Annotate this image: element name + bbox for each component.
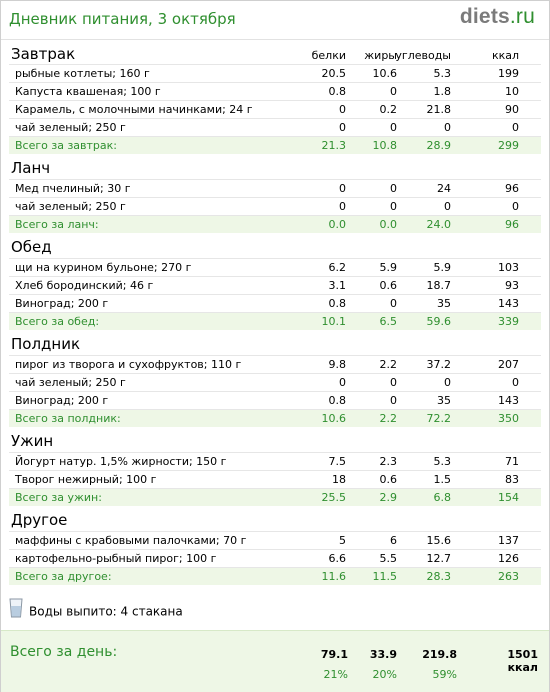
section-total-protein: 10.1 <box>321 315 346 328</box>
food-name: Творог нежирный; 100 г <box>15 473 157 486</box>
section-total-kcal: 96 <box>505 218 519 231</box>
food-kcal: 90 <box>505 103 519 116</box>
food-carbs: 35 <box>437 297 451 310</box>
food-name: Йогурт натур. 1,5% жирности; 150 г <box>15 455 227 468</box>
food-kcal: 126 <box>498 552 519 565</box>
section-total-protein: 10.6 <box>321 412 346 425</box>
food-carbs: 24 <box>437 182 451 195</box>
food-fat: 0 <box>390 297 397 310</box>
food-carbs: 1.5 <box>433 473 451 486</box>
section-total-row <box>9 312 541 330</box>
food-fat: 0 <box>390 121 397 134</box>
section-total-row <box>9 215 541 233</box>
food-fat: 0.6 <box>379 279 397 292</box>
food-carbs: 12.7 <box>426 552 451 565</box>
food-carbs: 0 <box>444 376 451 389</box>
section-total-fat: 0.0 <box>379 218 397 231</box>
meal-section <box>9 237 541 330</box>
section-title: Другое <box>11 511 68 529</box>
food-kcal: 83 <box>505 473 519 486</box>
day-total-label: Всего за день: <box>10 644 118 660</box>
food-row[interactable] <box>9 294 541 312</box>
food-row[interactable] <box>9 118 541 136</box>
food-fat: 2.2 <box>379 358 397 371</box>
food-name: Виноград; 200 г <box>15 297 109 310</box>
food-kcal: 71 <box>505 455 519 468</box>
header <box>1 1 549 40</box>
column-header <box>9 44 541 64</box>
food-protein: 0 <box>339 103 346 116</box>
food-kcal: 93 <box>505 279 519 292</box>
food-name: рыбные котлеты; 160 г <box>15 67 150 80</box>
diary-table <box>9 44 541 585</box>
section-total-label: Всего за обед: <box>15 315 100 328</box>
section-total-fat: 11.5 <box>372 570 397 583</box>
section-total-protein: 21.3 <box>321 139 346 152</box>
food-row[interactable] <box>9 452 541 470</box>
section-total-row <box>9 136 541 154</box>
food-carbs: 35 <box>437 394 451 407</box>
food-protein: 0 <box>339 121 346 134</box>
day-total-protein: 79.1 <box>320 648 348 661</box>
food-kcal: 103 <box>498 261 519 274</box>
food-name: Виноград; 200 г <box>15 394 109 407</box>
food-protein: 0 <box>339 376 346 389</box>
section-total-fat: 6.5 <box>379 315 397 328</box>
meal-section <box>9 431 541 506</box>
brand-tld: .ru <box>509 5 535 28</box>
food-protein: 0.8 <box>328 394 346 407</box>
food-name: чай зеленый; 250 г <box>15 200 126 213</box>
section-title: Полдник <box>11 335 81 353</box>
section-total-carbs: 6.8 <box>433 491 451 504</box>
day-total <box>1 630 549 692</box>
food-name: Мед пчелиный; 30 г <box>15 182 131 195</box>
food-fat: 0.6 <box>379 473 397 486</box>
food-name: чай зеленый; 250 г <box>15 376 126 389</box>
food-fat: 0 <box>390 200 397 213</box>
food-carbs: 21.8 <box>426 103 451 116</box>
food-fat: 0 <box>390 394 397 407</box>
food-protein: 0.8 <box>328 85 346 98</box>
section-total-kcal: 263 <box>498 570 519 583</box>
food-name: Карамель, с молочными начинками; 24 г <box>15 103 253 116</box>
food-row[interactable] <box>9 197 541 215</box>
day-total-kcal: 1501 ккал <box>507 648 538 674</box>
food-protein: 18 <box>332 473 346 486</box>
food-kcal: 0 <box>512 376 519 389</box>
food-row[interactable] <box>9 391 541 409</box>
section-total-fat: 2.9 <box>379 491 397 504</box>
section-total-label: Всего за полдник: <box>15 412 121 425</box>
section-total-carbs: 28.9 <box>426 139 451 152</box>
water-summary <box>9 598 183 622</box>
food-row[interactable] <box>9 82 541 100</box>
food-fat: 0 <box>390 376 397 389</box>
column-header-carbs: углеводы <box>395 49 451 62</box>
meal-section <box>9 334 541 427</box>
food-protein: 7.5 <box>328 455 346 468</box>
food-protein: 9.8 <box>328 358 346 371</box>
section-total-protein: 11.6 <box>321 570 346 583</box>
section-total-protein: 25.5 <box>321 491 346 504</box>
food-fat: 6 <box>390 534 397 547</box>
food-name: щи на курином бульоне; 270 г <box>15 261 192 274</box>
section-total-carbs: 59.6 <box>426 315 451 328</box>
food-kcal: 143 <box>498 297 519 310</box>
day-total-carbs-pct: 59% <box>432 668 457 681</box>
food-fat: 5.5 <box>379 552 397 565</box>
food-protein: 5 <box>339 534 346 547</box>
food-carbs: 5.3 <box>433 455 451 468</box>
food-row[interactable] <box>9 276 541 294</box>
food-row[interactable] <box>9 355 541 373</box>
food-protein: 3.1 <box>328 279 346 292</box>
section-total-carbs: 72.2 <box>426 412 451 425</box>
food-kcal: 0 <box>512 121 519 134</box>
meal-section <box>9 510 541 585</box>
food-fat: 0 <box>390 182 397 195</box>
section-title: Ланч <box>11 159 51 177</box>
food-protein: 6.6 <box>328 552 346 565</box>
food-row[interactable] <box>9 373 541 391</box>
food-protein: 0.8 <box>328 297 346 310</box>
food-kcal: 0 <box>512 200 519 213</box>
food-name: Капуста квашеная; 100 г <box>15 85 161 98</box>
food-row[interactable] <box>9 258 541 276</box>
food-carbs: 0 <box>444 121 451 134</box>
brand-main: diets <box>459 5 510 28</box>
section-total-fat: 10.8 <box>372 139 397 152</box>
food-name: чай зеленый; 250 г <box>15 121 126 134</box>
column-header-protein: белки <box>311 49 346 62</box>
food-fat: 0.2 <box>379 103 397 116</box>
food-row[interactable] <box>9 549 541 567</box>
food-carbs: 5.3 <box>433 67 451 80</box>
food-kcal: 207 <box>498 358 519 371</box>
food-row[interactable] <box>9 470 541 488</box>
section-title: Завтрак <box>11 45 76 63</box>
column-header-fat: жиры <box>364 49 397 62</box>
section-total-kcal: 154 <box>498 491 519 504</box>
glass-icon <box>9 598 23 626</box>
food-carbs: 0 <box>444 200 451 213</box>
food-carbs: 1.8 <box>433 85 451 98</box>
food-row[interactable] <box>9 64 541 82</box>
food-kcal: 143 <box>498 394 519 407</box>
day-total-protein-pct: 21% <box>323 668 348 681</box>
section-total-kcal: 350 <box>498 412 519 425</box>
food-fat: 0 <box>390 85 397 98</box>
food-name: пирог из творога и сухофруктов; 110 г <box>15 358 242 371</box>
food-carbs: 18.7 <box>426 279 451 292</box>
food-name: картофельно-рыбный пирог; 100 г <box>15 552 217 565</box>
section-total-row <box>9 567 541 585</box>
section-total-label: Всего за другое: <box>15 570 112 583</box>
food-kcal: 96 <box>505 182 519 195</box>
page-title: Дневник питания, 3 октября <box>9 10 236 28</box>
food-fat: 5.9 <box>379 261 397 274</box>
food-carbs: 5.9 <box>433 261 451 274</box>
section-title: Обед <box>11 238 52 256</box>
food-protein: 6.2 <box>328 261 346 274</box>
column-header-kcal: ккал <box>491 49 519 62</box>
section-total-kcal: 339 <box>498 315 519 328</box>
section-total-carbs: 28.3 <box>426 570 451 583</box>
section-total-label: Всего за ланч: <box>15 218 99 231</box>
food-row[interactable] <box>9 179 541 197</box>
food-fat: 10.6 <box>372 67 397 80</box>
food-protein: 0 <box>339 200 346 213</box>
food-row[interactable] <box>9 531 541 549</box>
section-total-fat: 2.2 <box>379 412 397 425</box>
food-kcal: 137 <box>498 534 519 547</box>
section-total-carbs: 24.0 <box>426 218 451 231</box>
food-kcal: 10 <box>505 85 519 98</box>
food-row[interactable] <box>9 100 541 118</box>
day-total-fat-pct: 20% <box>372 668 397 681</box>
section-total-kcal: 299 <box>498 139 519 152</box>
day-total-carbs: 219.8 <box>422 648 457 661</box>
food-kcal: 199 <box>498 67 519 80</box>
section-total-protein: 0.0 <box>328 218 346 231</box>
food-protein: 20.5 <box>321 67 346 80</box>
section-total-row <box>9 488 541 506</box>
food-carbs: 15.6 <box>426 534 451 547</box>
section-total-label: Всего за завтрак: <box>15 139 118 152</box>
site-logo[interactable] <box>460 5 535 29</box>
section-total-label: Всего за ужин: <box>15 491 102 504</box>
day-total-fat: 33.9 <box>369 648 397 661</box>
meal-section <box>9 44 541 154</box>
food-name: Хлеб бородинский; 46 г <box>15 279 154 292</box>
section-title: Ужин <box>11 432 54 450</box>
section-total-row <box>9 409 541 427</box>
food-carbs: 37.2 <box>426 358 451 371</box>
food-name: маффины с крабовыми палочками; 70 г <box>15 534 247 547</box>
food-protein: 0 <box>339 182 346 195</box>
water-text: Воды выпито: 4 стакана <box>29 604 183 619</box>
meal-section <box>9 158 541 233</box>
food-fat: 2.3 <box>379 455 397 468</box>
